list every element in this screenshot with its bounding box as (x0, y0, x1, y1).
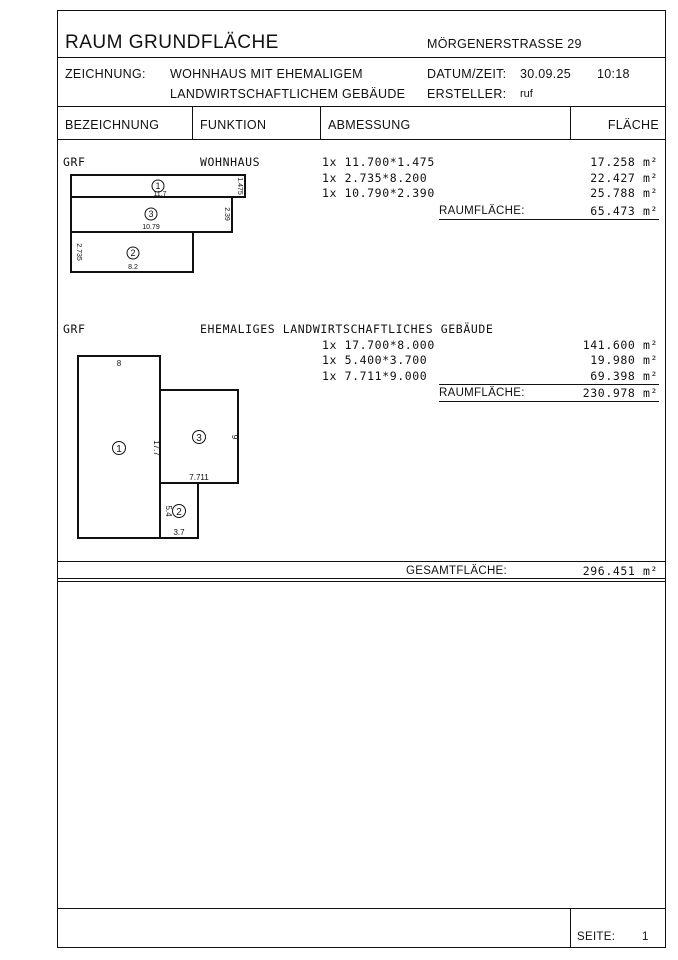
raum-underline (439, 401, 659, 402)
room-1-number: 1 (155, 181, 161, 191)
room-3-number: 3 (148, 209, 154, 219)
section2-row1-abmessung: 1x 17.700*8.000 (322, 338, 435, 352)
raum-underline (439, 219, 659, 220)
divider (57, 581, 666, 582)
seite-label: SEITE: (577, 931, 616, 943)
dim-label: 8.2 (128, 264, 138, 271)
col-divider (320, 106, 321, 139)
col-abmessung: ABMESSUNG (328, 118, 411, 132)
col-flaeche: FLÄCHE (607, 118, 659, 132)
section1-row2-flaeche: 22.427 m² (590, 171, 658, 185)
time-value: 10:18 (597, 67, 630, 81)
section2-row3-flaeche: 69.398 m² (590, 369, 658, 383)
col-funktion: FUNKTION (200, 118, 267, 132)
section2-raum-value: 230.978 m² (582, 386, 658, 400)
raum-overline (439, 384, 659, 385)
room-2-number: 2 (176, 507, 182, 518)
divider (57, 57, 666, 58)
divider (57, 106, 666, 107)
section1-raum-value: 65.473 m² (590, 204, 658, 218)
section1-raum-label: RAUMFLÄCHE: (439, 205, 525, 217)
section1-bezeichnung: GRF (63, 155, 86, 169)
datum-label: DATUM/ZEIT: (427, 67, 507, 81)
dim-label: 1.475 (236, 177, 243, 195)
dim-label: 2.735 (75, 243, 82, 261)
room-3-number: 3 (196, 433, 202, 444)
room-2-number: 2 (130, 248, 136, 258)
section1-row1-flaeche: 17.258 m² (590, 155, 658, 169)
divider (57, 561, 666, 562)
section1-row3-abmessung: 1x 10.790*2.390 (322, 186, 435, 200)
section2-row2-abmessung: 1x 5.400*3.700 (322, 353, 428, 367)
gesamt-label: GESAMTFLÄCHE: (406, 565, 508, 577)
section1-row2-abmessung: 1x 2.735*8.200 (322, 171, 428, 185)
section2-floorplan (74, 352, 249, 544)
section1-floorplan (66, 170, 256, 278)
dim-label: 2.39 (223, 207, 230, 221)
ersteller-value: ruf (520, 88, 533, 100)
dim-label: 8 (116, 359, 122, 368)
footer-divider (57, 908, 666, 909)
dim-label: 9 (230, 434, 239, 440)
room-1-number: 1 (116, 444, 122, 455)
section2-row2-flaeche: 19.980 m² (590, 353, 658, 367)
col-bezeichnung: BEZEICHNUNG (65, 118, 160, 132)
zeichnung-label: ZEICHNUNG: (65, 67, 146, 81)
address: MÖRGENERSTRASSE 29 (427, 37, 582, 51)
datum-value: 30.09.25 (520, 67, 572, 81)
section2-bezeichnung: GRF (63, 322, 86, 336)
dim-label: 11.7 (153, 191, 167, 198)
section2-row1-flaeche: 141.600 m² (582, 338, 658, 352)
section2-row3-abmessung: 1x 7.711*9.000 (322, 369, 428, 383)
col-divider (192, 106, 193, 139)
dim-label: 5.4 (164, 505, 173, 517)
ersteller-label: ERSTELLER: (427, 87, 507, 101)
zeichnung-line2: LANDWIRTSCHAFTLICHEM GEBÄUDE (170, 87, 406, 101)
divider (57, 578, 666, 579)
dim-label: 3.7 (173, 528, 185, 537)
seite-value: 1 (642, 931, 649, 943)
section2-funktion: EHEMALIGES LANDWIRTSCHAFTLICHES GEBÄUDE (200, 322, 494, 336)
footer-col-divider (570, 908, 571, 948)
section1-funktion: WOHNHAUS (200, 155, 261, 169)
gesamt-value: 296.451 m² (582, 564, 658, 578)
dim-label: 7.711 (189, 473, 209, 482)
divider (57, 139, 666, 140)
zeichnung-line1: WOHNHAUS MIT EHEMALIGEM (170, 67, 363, 81)
section2-raum-label: RAUMFLÄCHE: (439, 387, 525, 399)
dim-label: 10.79 (142, 224, 160, 231)
page-title: RAUM GRUNDFLÄCHE (65, 32, 279, 53)
section1-row3-flaeche: 25.788 m² (590, 186, 658, 200)
section1-row1-abmessung: 1x 11.700*1.475 (322, 155, 435, 169)
col-divider (570, 106, 571, 139)
dim-label: 17.7 (152, 440, 161, 456)
